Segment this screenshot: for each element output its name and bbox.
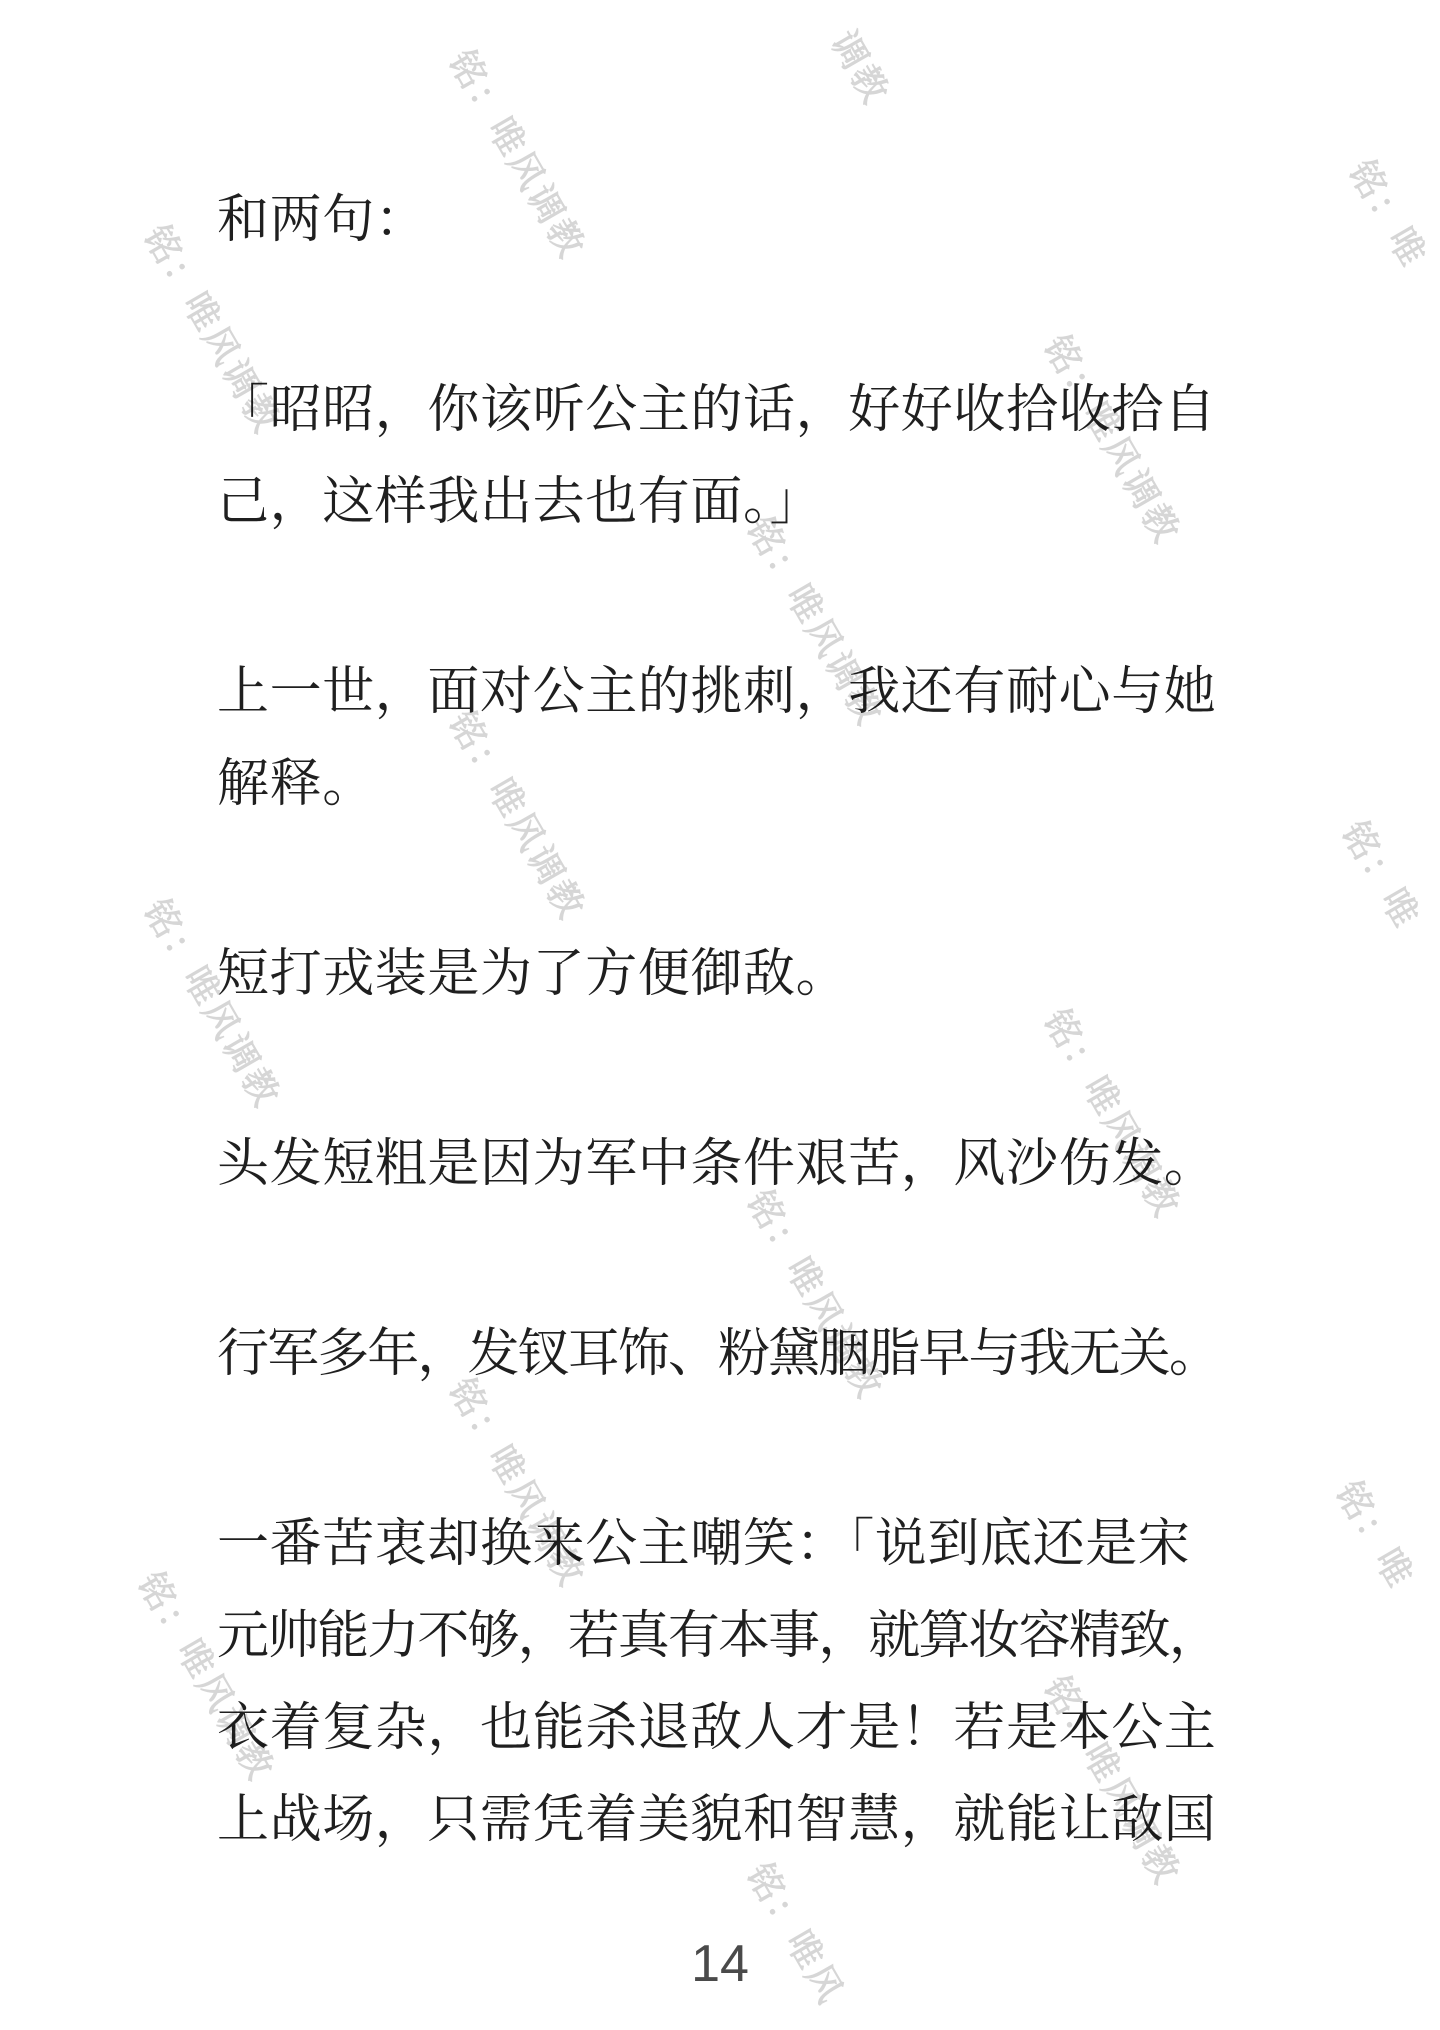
watermark: 铭：唯 (1327, 1474, 1422, 1597)
text-line: 头发短粗是因为军中条件艰苦，风沙伤发。 (217, 1134, 1217, 1194)
page-number: 14 (691, 1935, 749, 1993)
paragraph (217, 1498, 1222, 1866)
watermark: 铭：唯 (1340, 153, 1435, 276)
paragraph (217, 364, 1222, 548)
paragraph (217, 1308, 1222, 1400)
text-line: 「昭昭，你该听公主的话，好好收拾收拾自 (217, 380, 1217, 440)
text-line: 己，这样我出去也有面。」 (217, 472, 823, 532)
text-line: 一番苦衷却换来公主嘲笑：「说到底还是宋 (217, 1514, 1191, 1574)
watermark: 铭：唯风调教 (1035, 1002, 1188, 1226)
watermark: 铭：唯风调教 (440, 704, 593, 928)
watermark: 铭：唯风调教 (440, 43, 593, 267)
watermark: 铭：唯风调教 (135, 218, 288, 442)
watermark: 铭：唯风调教 (440, 1371, 593, 1595)
watermark: 调教 (822, 24, 897, 113)
body-text (217, 174, 1222, 1964)
paragraph (217, 646, 1222, 830)
text-line: 行军多年，发钗耳饰、粉黛胭脂早与我无关。 (217, 1324, 1220, 1384)
watermark: 铭：唯风调教 (135, 892, 288, 1116)
watermark: 铭：唯风调教 (129, 1565, 282, 1789)
text-line: 解释。 (217, 754, 375, 814)
watermark: 铭：唯风调教 (1035, 1669, 1188, 1893)
paragraph (217, 174, 1222, 266)
text-line: 上战场，只需凭着美貌和智慧，就能让敌国 (217, 1790, 1217, 1850)
paragraph (217, 1118, 1222, 1210)
watermark: 铭：唯风 (738, 1856, 852, 2013)
text-line: 元帅能力不够，若真有本事，就算妆容精致， (217, 1606, 1220, 1666)
text-line: 衣着复杂，也能杀退敌人才是！若是本公主 (217, 1698, 1217, 1758)
text-line: 上一世，面对公主的挑刺，我还有耐心与她 (217, 662, 1217, 722)
text-line: 和两句： (217, 190, 428, 250)
watermark: 铭：唯风调教 (738, 510, 891, 734)
watermark: 铭：唯风调教 (1035, 328, 1188, 552)
text-line: 短打戎装是为了方便御敌。 (217, 944, 849, 1004)
watermark: 铭：唯风调教 (738, 1183, 891, 1407)
watermark: 铭：唯 (1333, 814, 1428, 937)
paragraph (217, 928, 1222, 1020)
